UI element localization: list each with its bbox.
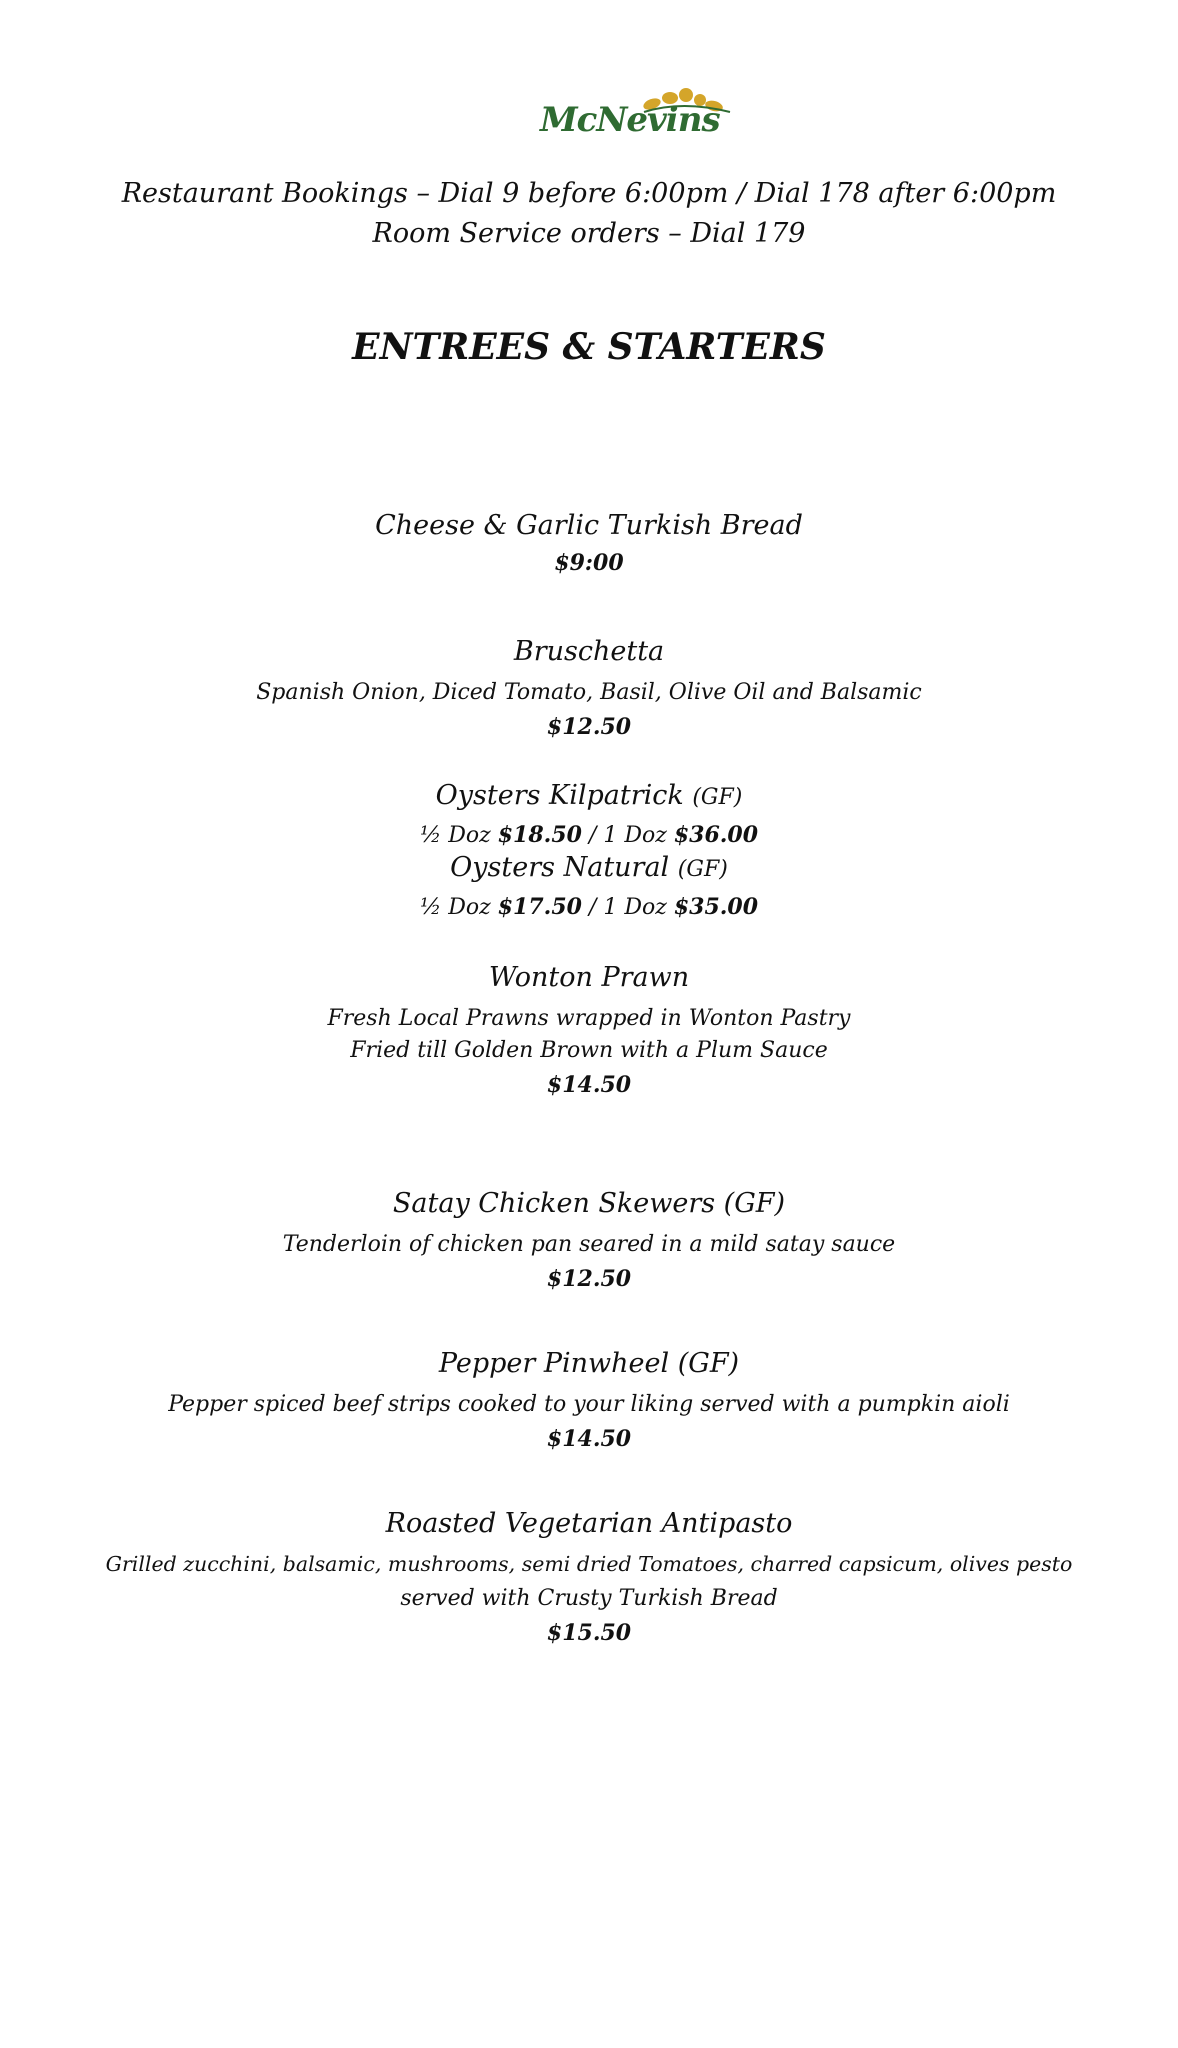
half-dozen-price: $17.50 bbox=[497, 894, 582, 920]
menu-item-title: Oysters Natural bbox=[450, 852, 670, 883]
price-separator: / bbox=[588, 895, 597, 920]
menu-item-description: Tenderloin of chicken pan seared in a mild satay sauce bbox=[282, 1232, 896, 1257]
section-title: ENTREES & STARTERS bbox=[352, 326, 826, 368]
menu-item-name: Wonton Prawn bbox=[488, 962, 690, 993]
menu-item-price: $14.50 bbox=[546, 1426, 632, 1452]
menu-item-description: served with Crusty Turkish Bread bbox=[400, 1586, 778, 1611]
menu-item-name bbox=[0, 780, 1178, 811]
menu-item-name: Satay Chicken Skewers (GF) bbox=[392, 1188, 786, 1219]
menu-item-name: Roasted Vegetarian Antipasto bbox=[385, 1508, 793, 1539]
menu-item-price: $12.50 bbox=[546, 1266, 632, 1292]
menu-item-price: $14.50 bbox=[546, 1072, 632, 1098]
logo-wordmark: McNevins bbox=[540, 100, 720, 140]
full-dozen-label: 1 Doz bbox=[603, 895, 667, 920]
full-dozen-price: $35.00 bbox=[673, 894, 759, 920]
menu-item-description: Grilled zucchini, balsamic, mushrooms, semi dried Tomatoes, charred capsicum, olives pesto bbox=[105, 1552, 1073, 1576]
menu-item-name: Cheese & Garlic Turkish Bread bbox=[375, 510, 803, 541]
price-separator: / bbox=[588, 823, 597, 848]
menu-item-name bbox=[0, 852, 1178, 883]
menu-item-price: $9:00 bbox=[554, 550, 624, 576]
menu-item-title: Oysters Kilpatrick bbox=[435, 780, 684, 811]
menu-item-name: Bruschetta bbox=[513, 636, 665, 667]
gf-tag: (GF) bbox=[692, 785, 743, 810]
restaurant-logo bbox=[540, 86, 740, 148]
full-dozen-price: $36.00 bbox=[673, 822, 759, 848]
menu-item-price: $15.50 bbox=[546, 1620, 632, 1646]
full-dozen-label: 1 Doz bbox=[603, 823, 667, 848]
menu-item-name: Pepper Pinwheel (GF) bbox=[438, 1348, 740, 1379]
room-service-line: Room Service orders – Dial 179 bbox=[372, 218, 806, 249]
half-dozen-label: ½ Doz bbox=[419, 823, 491, 848]
menu-item-price-line bbox=[0, 894, 1178, 920]
menu-item-price-line bbox=[0, 822, 1178, 848]
half-dozen-price: $18.50 bbox=[497, 822, 582, 848]
half-dozen-label: ½ Doz bbox=[419, 895, 491, 920]
menu-item-description: Fried till Golden Brown with a Plum Sauce bbox=[350, 1038, 828, 1063]
menu-item-description: Fresh Local Prawns wrapped in Wonton Pastry bbox=[327, 1006, 851, 1031]
booking-info-line: Restaurant Bookings – Dial 9 before 6:00pm / Dial 178 after 6:00pm bbox=[121, 178, 1057, 209]
menu-item-description: Spanish Onion, Diced Tomato, Basil, Olive Oil and Balsamic bbox=[256, 680, 922, 705]
gf-tag: (GF) bbox=[677, 857, 728, 882]
menu-item-description: Pepper spiced beef strips cooked to your liking served with a pumpkin aioli bbox=[168, 1392, 1010, 1417]
menu-item-price: $12.50 bbox=[546, 714, 632, 740]
